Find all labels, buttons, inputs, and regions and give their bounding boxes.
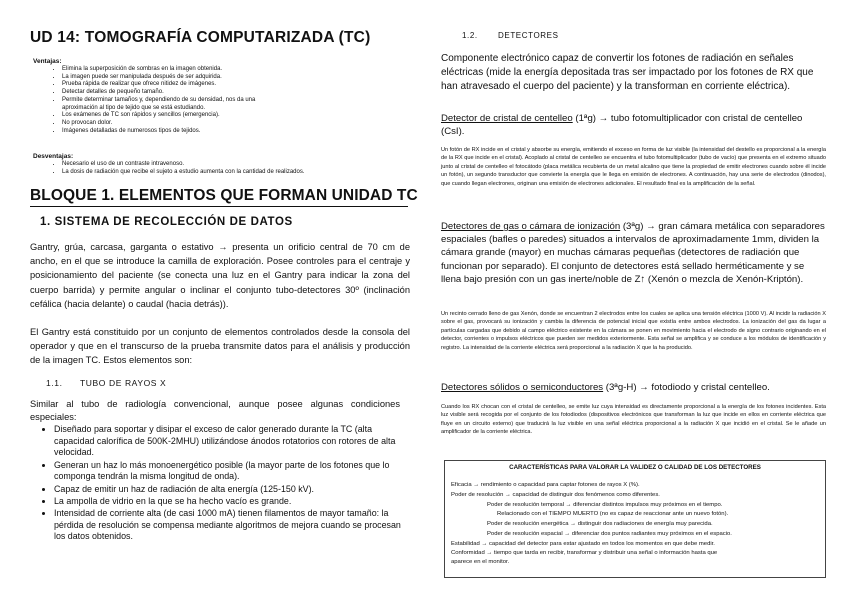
subsection-tubo <box>46 378 166 388</box>
list-item: • Diseñado para soportar y disipar el exceso de calor generado durante la TC (alta capacidad calorífica de 500K-2MHU) utilizándose ánodos rotatorios con rotores de alta velocidad. <box>54 424 410 459</box>
desventajas-list <box>10 161 305 176</box>
list-item: • Imágenes detalladas de numerosos tipos de tejidos. <box>62 128 272 136</box>
box-line: Eficacia → rendimiento o capacidad para captar fotones de rayos X (%). <box>451 482 640 488</box>
heading-semiconductores <box>441 381 826 394</box>
list-item: • Capaz de emitir un haz de radiación de alta energía (125-150 kV). <box>54 484 410 496</box>
heading-cristal-centelleo <box>441 112 821 138</box>
heading-underlined: Detectores sólidos o semiconductores <box>441 382 604 393</box>
box-line: Poder de resolución temporal → diferenciar distintos impulsos muy próximos en el tiempo. <box>487 502 723 508</box>
box-line: Conformidad → tiempo que tarda en recibir, transformar y distribuir una señal o información hasta que <box>451 550 718 556</box>
tubo-list <box>30 424 410 544</box>
list-item: • Elimina la superposición de sombras en la imagen obtenida. <box>62 66 272 74</box>
detector-characteristics-box <box>444 460 826 578</box>
heading-rest: (3ªg) → gran cámara metálica con separadores espaciales (bafles o paredes) situados a intervalos de aproximadamente 1mm, dividen la cámara grande (mayor) en muchas cámaras pequeñas (detectores de radiación que funcionan por separado). El conjunto de detectores está sellado herméticamente y se llena bajo presión con un gas inerte/noble de Z↑ (Xenón o mezcla de Xenón-Kriptón). <box>441 221 825 285</box>
ventajas-label: Ventajas: <box>33 58 62 65</box>
list-item: • La imagen puede ser manipulada después de ser adquirida. <box>62 74 272 82</box>
box-line: Poder de resolución → capacidad de distinguir dos fenómenos como diferentes. <box>451 492 660 498</box>
cristal-paragraph: Un fotón de RX incide en el cristal y absorbe su energía, emitiendo el exceso en forma de luz visible (la intensidad del destello es proporcional a la energía de la RX que incide en el cristal). Acoplado al cristal de centelleo se encuentra el tubo fotomultiplicador (tubo de vacío) que presenta en el extremo situado junto al cristal de centelleo el fotocátodo (placa metálica recubierta de un metal alcalino que tiene la propiedad de emitir electrones cuando sobre él incide un fotón), un segundo transductor que convierte la energía que le llega en emisión de electrones. A continuación, hay una serie de electrodos (dinodos), que cuando llegan electrones, originan una emisión de electrones adicionales. El resultado final es la amplificación de la señal. <box>441 147 826 187</box>
section-heading: 1. SISTEMA DE RECOLECCIÓN DE DATOS <box>40 216 293 228</box>
subsection-number: 1.1. <box>46 378 63 388</box>
list-item: • Detectar detalles de pequeño tamaño. <box>62 89 272 97</box>
page-title: UD 14: TOMOGRAFÍA COMPUTARIZADA (TC) <box>30 29 371 46</box>
heading-rest: (1ªg) → tubo fotomultiplicador con cristal de centelleo (CsI). <box>441 113 803 138</box>
heading-underlined: Detectores de gas o cámara de ionización <box>441 221 621 232</box>
subsection-detectores <box>462 31 559 40</box>
subsection-number: 1.2. <box>462 31 478 40</box>
list-item: • La ampolla de vidrio en la que se ha hecho vacío es grande. <box>54 496 410 508</box>
box-title: CARACTERÍSTICAS PARA VALORAR LA VALIDEZ O CALIDAD DE LOS DETECTORES <box>509 464 761 471</box>
subsection-label: DETECTORES <box>498 31 559 40</box>
subsection-label: TUBO DE RAYOS X <box>80 378 167 388</box>
list-item: • Permite determinar tamaños y, dependiendo de su densidad, nos da una aproximación al tipo de tejido que se está estudiando. <box>62 97 272 112</box>
gantry-elements-paragraph: El Gantry está constituido por un conjunto de elementos controlados desde la consola del operador y que en el transcurso de la prueba transmite datos para el análisis y producción de la imagen TC. Estos elementos son: <box>30 327 410 366</box>
list-item: • Necesario el uso de un contraste intravenoso. <box>62 161 305 169</box>
box-line: Poder de resolución espacial → diferenciar dos puntos radiantes muy próximos en el espacio. <box>487 531 732 537</box>
gantry-paragraph: Gantry, grúa, carcasa, garganta o estativo → presenta un orificio central de 70 cm de ancho, en el que se introduce la camilla de exploración. Posee controles para el centraje y posicionamiento del paciente (se conecta una luz en el Gantry para indicar la zona del cuerpo barrida) y permite angular o inclinar el conjunto tubo-detectores 30º (inclinación cefálica (hacia delante) o caudal (hacia detrás)). <box>30 242 410 309</box>
bloque-heading: BLOQUE 1. ELEMENTOS QUE FORMAN UNIDAD TC <box>30 187 418 204</box>
box-line: aparece en el monitor. <box>451 559 510 565</box>
gas-paragraph: Un recinto cerrado lleno de gas Xenón, donde se encuentran 2 electrodos entre los cuales se aplica una tensión eléctrica (1000 V). Al incidir la radiación X sobre el gas, provocará su ionización y cambia la diferencia de potencial inicial que existía entre ambos electrodos. La ionización del gas da lugar a partículas cargadas que debido al campo eléctrico existente en la cámara se ponen en movimiento hacia el electrodo de signo contrario originando en el detector, corrientes o impulsos eléctricos que pueden ser medidos exteriormente. Esta señal se amplifica y se conduce a los módulos de identificación y registro. La intensidad de la corriente eléctrica será proporcional a la radiación X que la ha producido. <box>441 311 826 351</box>
box-line: Relacionado con el TIEMPO MUERTO (no es capaz de reaccionar ante un nuevo fotón). <box>497 511 729 517</box>
bloque-underline <box>30 206 408 207</box>
list-item: • La dosis de radiación que recibe el sujeto a estudio aumenta con la cantidad de realizados. <box>62 169 305 177</box>
list-item: • No provocan dolor. <box>62 120 272 128</box>
list-item: • Prueba rápida de realizar que ofrece nitidez de imágenes. <box>62 81 272 89</box>
box-line: Poder de resolución energética → distinguir dos radiaciones de energía muy parecida. <box>487 521 713 527</box>
desventajas-label: Desventajas: <box>33 153 74 160</box>
heading-underlined: Detector de cristal de centelleo <box>441 113 573 124</box>
heading-rest: (3ªg-H) → fotodiodo y cristal centelleo. <box>603 382 770 393</box>
semiconductores-paragraph: Cuando los RX chocan con el cristal de centelleo, se emite luz cuya intensidad es directamente proporcional a la energía de los fotones incidentes. Esta luz visible será recogida por el conjunto de los fotodiodos (dispositivos electrónicos que transforman la luz que incide en ellos en corriente eléctrica que fluye en un circuito externo) que traducirá la luz visible en una señal eléctrica proporcional a la radiación X que incidió en el cristal. Se le añade un amplificador de la corriente eléctrica. <box>441 404 826 436</box>
detector-definition: Componente electrónico capaz de convertir los fotones de radiación en señales eléctricas (mide la energía depositada tras ser impactado por los fotones de RX que han atravesado el cuerpo del paciente) y la transforman en corriente eléctrica). <box>441 53 814 92</box>
ventajas-list <box>10 66 272 135</box>
box-line: Estabilidad → capacidad del detector para estar ajustado en todos los momentos en que debe medir. <box>451 541 715 547</box>
list-item: • Los exámenes de TC son rápidos y sencillos (emergencia). <box>62 112 272 120</box>
tubo-intro: Similar al tubo de radiología convencional, aunque posee algunas condiciones especiales: <box>30 399 400 422</box>
heading-gas-ionizacion <box>441 220 826 286</box>
list-item: • Generan un haz lo más monoenergético posible (la mayor parte de los fotones que lo componga tendrán la misma longitud de onda). <box>54 460 410 483</box>
list-item: • Intensidad de corriente alta (de casi 1000 mA) tienen filamentos de mayor tamaño: la pérdida de resolución se compensa mediante algoritmos de mejora cuando se procesan los datos obtenidos. <box>54 508 410 543</box>
